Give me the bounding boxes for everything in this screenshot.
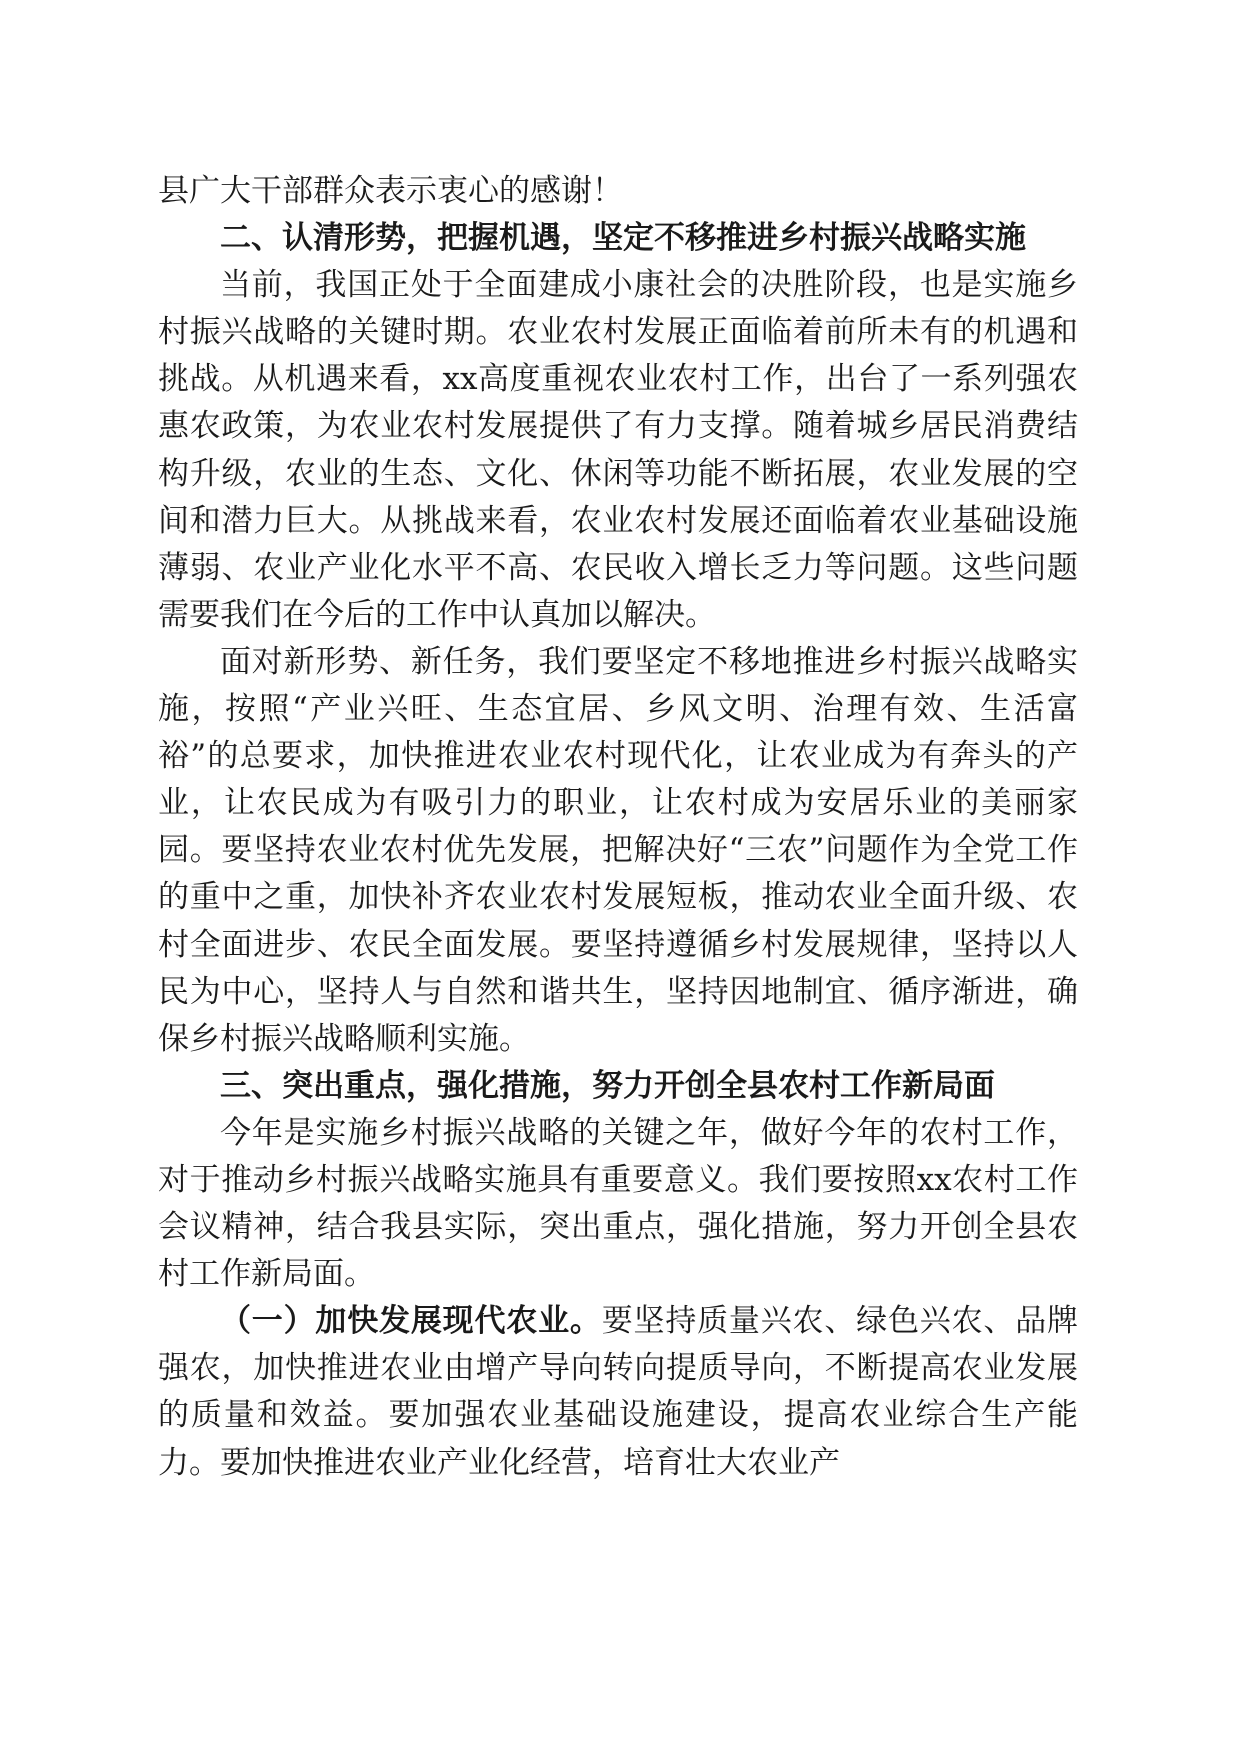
paragraph: [158, 1298, 1078, 1486]
document-body: [158, 168, 1078, 1487]
item-lead: （一）加快发展现代农业。: [220, 1303, 602, 1340]
paragraph: 今年是实施乡村振兴战略的关键之年，做好今年的农村工作，对于推动乡村振兴战略实施具有重要意义。我们要按照xx农村工作会议精神，结合我县实际，突出重点，强化措施，努力开创全县农村工作新局面。: [158, 1114, 1078, 1293]
paragraph: 当前，我国正处于全面建成小康社会的决胜阶段，也是实施乡村振兴战略的关键时期。农业农村发展正面临着前所未有的机遇和挑战。从机遇来看，xx高度重视农业农村工作，出台了一系列强农惠农政策，为农业农村发展提供了有力支撑。随着城乡居民消费结构升级，农业的生态、文化、休闲等功能不断拓展，农业发展的空间和潜力巨大。从挑战来看，农业农村发展还面临着农业基础设施薄弱、农业产业化水平不高、农民收入增长乏力等问题。这些问题需要我们在今后的工作中认真加以解决。: [158, 267, 1078, 633]
paragraph: 面对新形势、新任务，我们要坚定不移地推进乡村振兴战略实施，按照“产业兴旺、生态宜居、乡风文明、治理有效、生活富裕”的总要求，加快推进农业农村现代化，让农业成为有奔头的产业，让农民成为有吸引力的职业，让农村成为安居乐业的美丽家园。要坚持农业农村优先发展，把解决好“三农”问题作为全党工作的重中之重，加快补齐农业农村发展短板，推动农业全面升级、农村全面进步、农民全面发展。要坚持遵循乡村发展规律，坚持以人民为中心，坚持人与自然和谐共生，坚持因地制宜、循序渐进，确保乡村振兴战略顺利实施。: [158, 643, 1078, 1057]
continuation-text: 县广大干部群众表示衷心的感谢！: [158, 173, 623, 209]
section-heading-2: 二、认清形势，把握机遇，坚定不移推进乡村振兴战略实施: [220, 220, 1026, 257]
section-heading-3: 三、突出重点，强化措施，努力开创全县农村工作新局面: [220, 1067, 995, 1104]
item-body: 要坚持质量兴农、绿色兴农、品牌强农，加快推进农业由增产导向转向提质导向，不断提高农业发展的质量和效益。要加强农业基础设施建设，提高农业综合生产能力。要加快推进农业产业化经营，培育壮大农业产: [158, 1303, 1079, 1481]
